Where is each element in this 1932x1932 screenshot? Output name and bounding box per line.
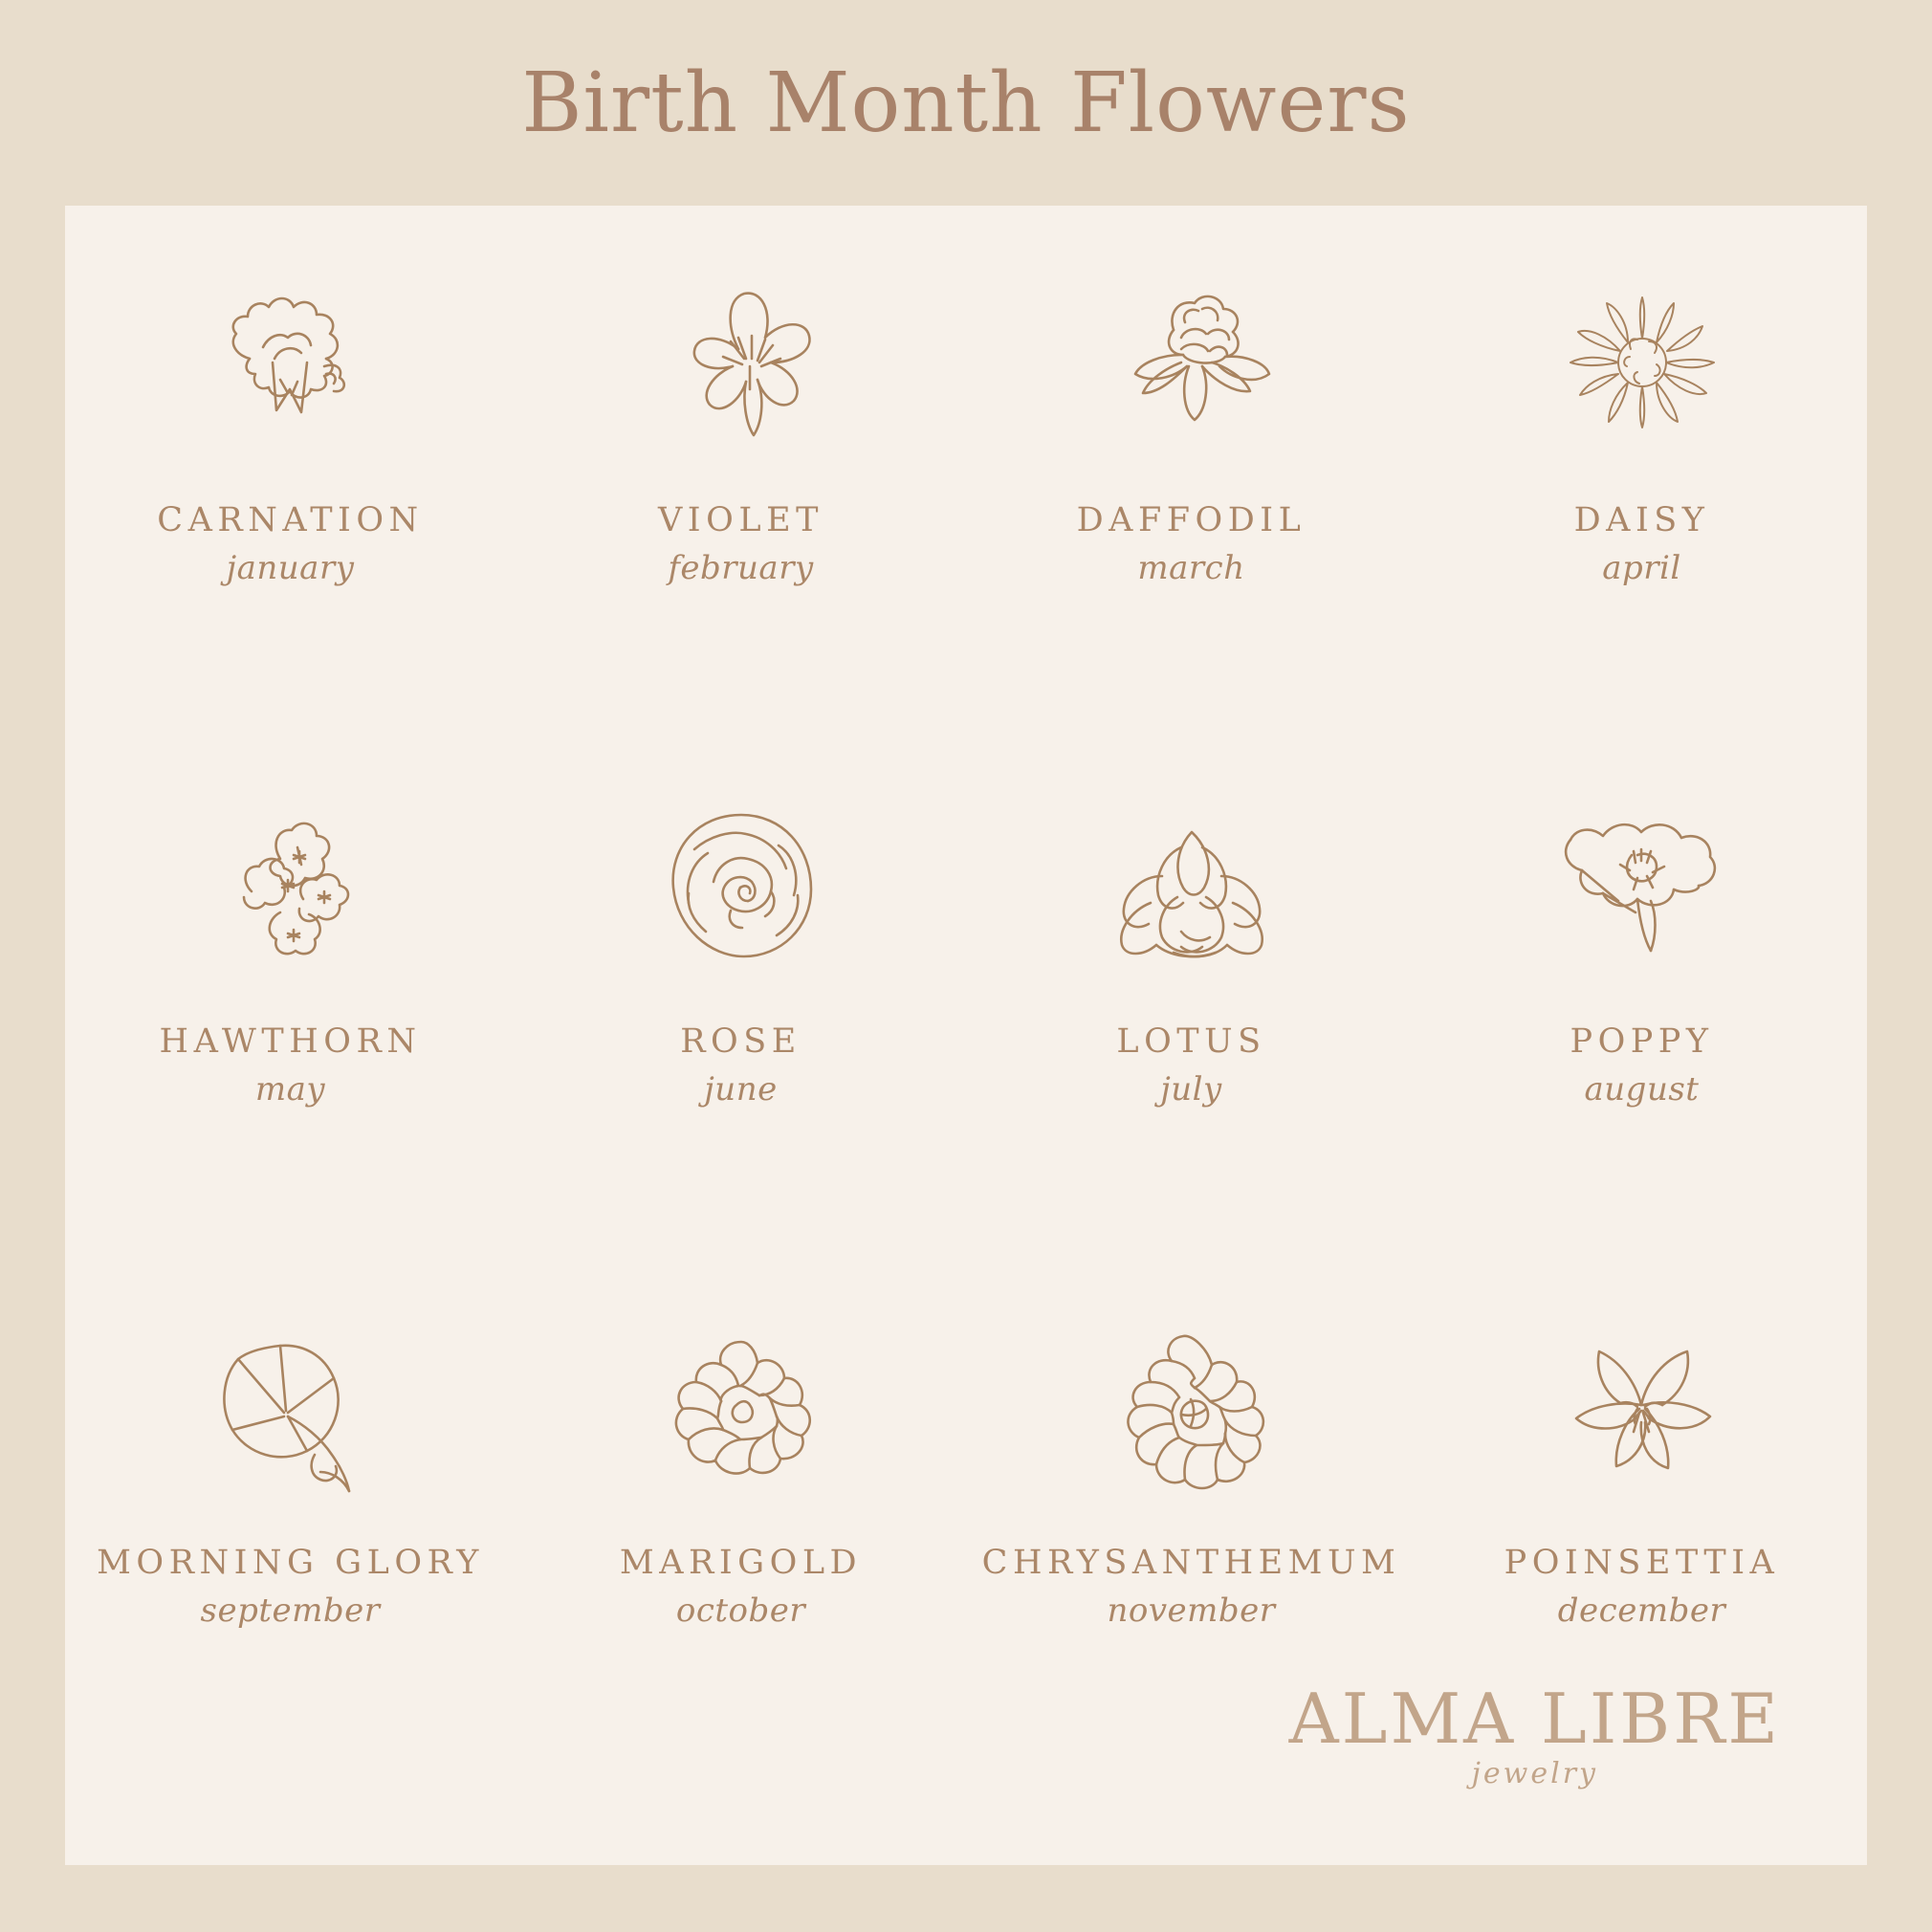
flower-name: LOTUS bbox=[1116, 1022, 1266, 1061]
chrysanthemum-icon bbox=[1082, 1309, 1302, 1515]
flower-month: february bbox=[668, 549, 814, 587]
flower-name: HAWTHORN bbox=[159, 1022, 422, 1061]
flower-name: ROSE bbox=[680, 1022, 801, 1061]
lotus-icon bbox=[1082, 788, 1302, 994]
flower-card-marigold bbox=[516, 1277, 966, 1798]
flower-month: december bbox=[1557, 1592, 1726, 1630]
flower-month: april bbox=[1602, 549, 1681, 587]
flower-month: january bbox=[226, 549, 355, 587]
brand-logo bbox=[1288, 1679, 1781, 1790]
flower-name: VIOLET bbox=[658, 501, 823, 539]
flower-name: CHRYSANTHEMUM bbox=[981, 1544, 1401, 1582]
flower-month: july bbox=[1160, 1070, 1222, 1109]
violet-icon bbox=[631, 267, 851, 472]
carnation-icon bbox=[181, 267, 401, 472]
morning-glory-icon bbox=[181, 1309, 401, 1515]
flower-card-hawthorn bbox=[65, 756, 516, 1277]
poppy-icon bbox=[1532, 788, 1752, 994]
flower-month: june bbox=[704, 1070, 778, 1109]
flower-name: POINSETTIA bbox=[1504, 1544, 1780, 1582]
brand-name: ALMA LIBRE bbox=[1288, 1679, 1781, 1759]
flower-grid-card bbox=[65, 206, 1867, 1865]
flower-card-rose bbox=[516, 756, 966, 1277]
daisy-icon bbox=[1532, 267, 1752, 472]
flower-name: POPPY bbox=[1570, 1022, 1714, 1061]
daffodil-icon bbox=[1082, 267, 1302, 472]
flower-card-lotus bbox=[966, 756, 1416, 1277]
flower-card-poppy bbox=[1416, 756, 1867, 1277]
flower-month: october bbox=[675, 1592, 806, 1630]
flower-month: november bbox=[1107, 1592, 1276, 1630]
flower-card-daisy bbox=[1416, 234, 1867, 756]
flower-grid bbox=[65, 234, 1867, 1798]
flower-card-carnation bbox=[65, 234, 516, 756]
rose-icon bbox=[631, 788, 851, 994]
marigold-icon bbox=[631, 1309, 851, 1515]
flower-name: MORNING GLORY bbox=[97, 1544, 484, 1582]
flower-name: DAFFODIL bbox=[1076, 501, 1306, 539]
poinsettia-icon bbox=[1532, 1309, 1752, 1515]
flower-name: DAISY bbox=[1573, 501, 1710, 539]
flower-name: MARIGOLD bbox=[619, 1544, 863, 1582]
flower-month: august bbox=[1584, 1070, 1700, 1109]
flower-month: may bbox=[254, 1070, 326, 1109]
page-title: Birth Month Flowers bbox=[521, 55, 1411, 151]
flower-name: CARNATION bbox=[157, 501, 424, 539]
flower-month: september bbox=[200, 1592, 381, 1630]
brand-tagline: jewelry bbox=[1471, 1757, 1598, 1790]
flower-card-daffodil bbox=[966, 234, 1416, 756]
flower-card-morning-glory bbox=[65, 1277, 516, 1798]
flower-card-violet bbox=[516, 234, 966, 756]
flower-month: march bbox=[1137, 549, 1245, 587]
hawthorn-icon bbox=[181, 788, 401, 994]
